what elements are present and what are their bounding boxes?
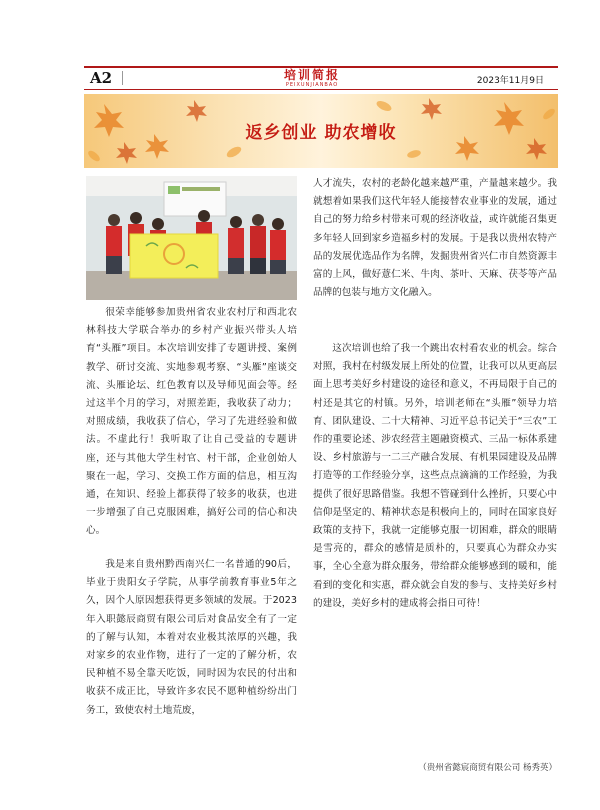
section-banner [84, 94, 558, 168]
article-paragraph-4: 这次培训也给了我一个跳出农村看农业的机会。综合对照，我村在村级发展上所处的位置，让我可以从更高层面上思考美好乡村建设的途径和意义，不再局限于自己的村还是其它的村镇。另外，培训老师在“头雁”领导力培育、团队建设、二十大精神、习近平总书记关于“三农”工作的重要论述、涉农经营主题融资模式、三品一标体系建设、乡村旅游与一二三产融合发展、有机果园建设及品牌打造等的工作经验分享，这些点点滴滴的工作经验，为我提供了很好思路借鉴。我想不管碰到什么挫折，只要心中信仰是坚定的、精神状态是积极向上的，同时在国家良好政策的支持下，我就一定能够克服一切困难，群众的眼睛是雪亮的，群众的感情是质朴的，只要真心为群众办实事，全心全意为群众服务，带给群众能够感到的暖和，能看到的变化和实惠，群众就会自发的参与、支持美好乡村的建设，美好乡村的建成将会指日可待！ [313, 343, 557, 609]
newspaper-name: 培训简报 [283, 68, 340, 82]
article-title: 返乡创业 助农增收 [245, 123, 397, 143]
newspaper-name-en: PEIXUNJIANBAO [285, 82, 339, 88]
page-number: A2 [90, 69, 113, 87]
issue-date: 2023年11月9日 [476, 76, 544, 86]
group-photo [86, 176, 297, 300]
group-photo-illustration [86, 176, 297, 300]
article-paragraph-3: 人才流失，农村的老龄化越来越严重，产量越来越少。我就想着如果我们这代年轻人能接替农业事业的发展，通过自己的努力给乡村带来可观的经济收益，或许就能召集更多年轻人回到家乡造福乡村的发展。于是我以贵州农特产品的发展优选品作为名牌，发掘贵州省兴仁市自然资源丰富的上风，做好薏仁米、牛肉、茶叶、天麻、茯苓等产品品牌的包装与地方文化融入。 [313, 178, 557, 299]
header-divider [122, 71, 123, 85]
newspaper-masthead [266, 69, 358, 88]
header-bottom-rule [84, 89, 558, 90]
article-paragraph-2: 我是来自贵州黔西南兴仁一名普通的90后，毕业于贵阳女子学院，从事学前教育事业5年之久，因个人原因想获得更多领域的发展。于2023年入职懿辰商贸有限公司后对食品安全有了一定的了解与认知，本着对农业极其浓厚的兴趣，我对家乡的农业作物，进行了一定的了解分析，农民种植不易全靠天吃饭，同时因为农民的付出和收获不成正比，导致许多农民不愿种植纷纷出门务工，致使农村土地荒废， [86, 559, 297, 716]
article-paragraph-1: 很荣幸能够参加贵州省农业农村厅和西北农林科技大学联合举办的乡村产业振兴带头人培育“头雁”项目。本次培训安排了专题讲授、案例教学、研讨交流、实地参观考察、“头雁”座谈交流、头雁论坛、红色教育以及导师见面会等。经过这半个月的学习，对照差距，我收获了动力；对照成绩，我收获了信心，学习了先进经验和做法。不虚此行！我听取了让自己受益的专题讲座，还与其他大学生村官、村干部，企业创始人聚在一起，学习、交换工作方面的信息，相互沟通，在知识、经验上都获得了较多的收获，也进一步增强了自己克服困难，搞好公司的信心和决心。 [86, 307, 297, 537]
author-signature: （贵州省懿宸商贸有限公司 杨秀英） [418, 763, 557, 773]
